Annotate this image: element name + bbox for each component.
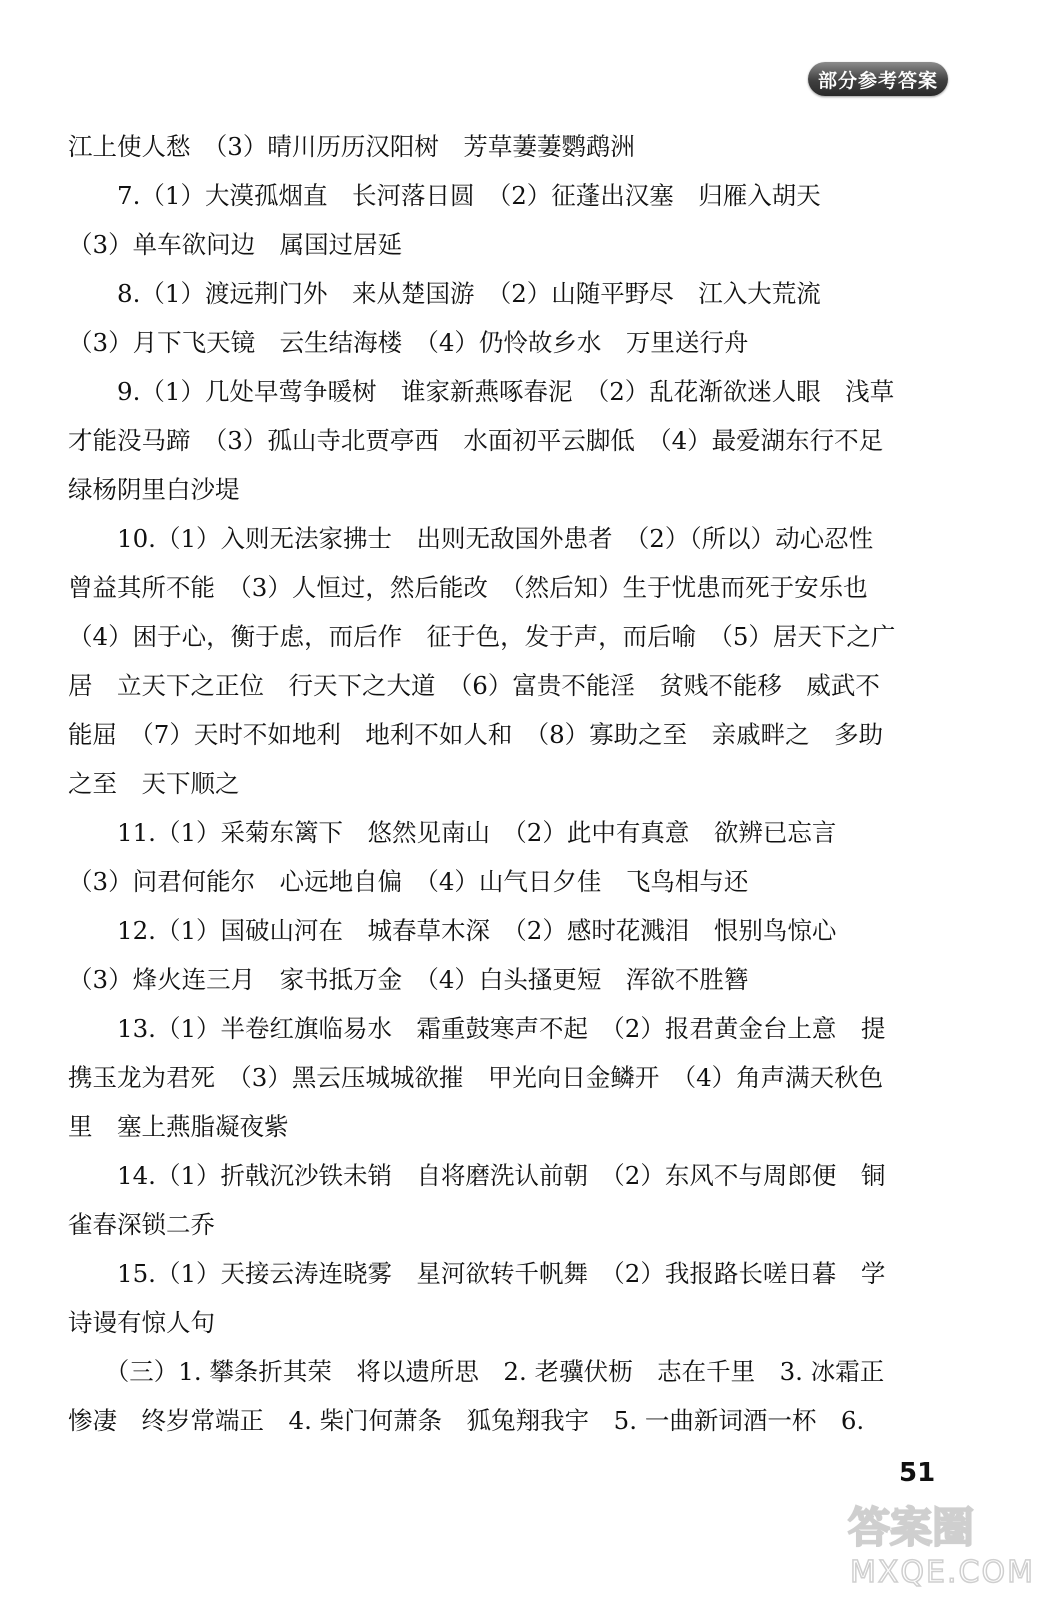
text-line: （3）单车欲问边 属国过居延 bbox=[68, 230, 403, 259]
text-line: 能屈 （7）天时不如地利 地利不如人和 （8）寡助之至 亲戚畔之 多助 bbox=[68, 720, 884, 749]
text-line: 携玉龙为君死 （3）黑云压城城欲摧 甲光向日金鳞开 （4）角声满天秋色 bbox=[68, 1063, 884, 1092]
text-line: 15.（1）天接云涛连晓雾 星河欲转千帆舞 （2）我报路长嗟日暮 学 bbox=[68, 1259, 886, 1288]
answer-text-body bbox=[68, 122, 948, 1445]
watermark-logo bbox=[840, 1490, 1045, 1590]
text-line: （三）1. 攀条折其荣 将以遗所思 2. 老骥伏枥 志在千里 3. 冰霜正 bbox=[68, 1357, 885, 1386]
text-line: 诗谩有惊人句 bbox=[68, 1308, 215, 1337]
text-line: 江上使人愁 （3）晴川历历汉阳树 芳草萋萋鹦鹉洲 bbox=[68, 132, 635, 161]
text-line: 11.（1）采菊东篱下 悠然见南山 （2）此中有真意 欲辨已忘言 bbox=[68, 818, 837, 847]
text-line: 才能没马蹄 （3）孤山寺北贾亭西 水面初平云脚低 （4）最爱湖东行不足 bbox=[68, 426, 884, 455]
text-line: 8.（1）渡远荆门外 来从楚国游 （2）山随平野尽 江入大荒流 bbox=[68, 279, 821, 308]
section-header-badge bbox=[808, 62, 948, 96]
text-line: 7.（1）大漠孤烟直 长河落日圆 （2）征蓬出汉塞 归雁入胡天 bbox=[68, 181, 821, 210]
text-line: （3）月下飞天镜 云生结海楼 （4）仍怜故乡水 万里送行舟 bbox=[68, 328, 749, 357]
watermark-url: MXQE.COM bbox=[850, 1555, 1035, 1590]
text-line: 10.（1）入则无法家拂士 出则无敌国外患者 （2）（所以）动心忍性 bbox=[68, 524, 874, 553]
page-number: 51 bbox=[899, 1458, 936, 1488]
text-line: 居 立天下之正位 行天下之大道 （6）富贵不能淫 贫贱不能移 威武不 bbox=[68, 671, 880, 700]
text-line: （3）烽火连三月 家书抵万金 （4）白头搔更短 浑欲不胜簪 bbox=[68, 965, 749, 994]
text-line: 9.（1）几处早莺争暖树 谁家新燕啄春泥 （2）乱花渐欲迷人眼 浅草 bbox=[68, 377, 895, 406]
text-line: 13.（1）半卷红旗临易水 霜重鼓寒声不起 （2）报君黄金台上意 提 bbox=[68, 1014, 886, 1043]
text-line: 雀春深锁二乔 bbox=[68, 1210, 215, 1239]
text-line: 之至 天下顺之 bbox=[68, 769, 240, 798]
text-line: 14.（1）折戟沉沙铁未销 自将磨洗认前朝 （2）东风不与周郎便 铜 bbox=[68, 1161, 886, 1190]
text-line: 绿杨阴里白沙堤 bbox=[68, 475, 240, 504]
text-line: 曾益其所不能 （3）人恒过，然后能改 （然后知）生于忧患而死于安乐也 bbox=[68, 573, 868, 602]
section-header-label: 部分参考答案 bbox=[817, 69, 938, 92]
watermark-text: 答案圈 bbox=[848, 1503, 975, 1552]
text-line: 12.（1）国破山河在 城春草木深 （2）感时花溅泪 恨别鸟惊心 bbox=[68, 916, 837, 945]
text-line: 惨凄 终岁常端正 4. 柴门何萧条 狐兔翔我宇 5. 一曲新词酒一杯 6. bbox=[68, 1406, 865, 1435]
text-line: 里 塞上燕脂凝夜紫 bbox=[68, 1112, 289, 1141]
text-line: （3）问君何能尔 心远地自偏 （4）山气日夕佳 飞鸟相与还 bbox=[68, 867, 749, 896]
text-line: （4）困于心，衡于虑，而后作 征于色，发于声，而后喻 （5）居天下之广 bbox=[68, 622, 896, 651]
